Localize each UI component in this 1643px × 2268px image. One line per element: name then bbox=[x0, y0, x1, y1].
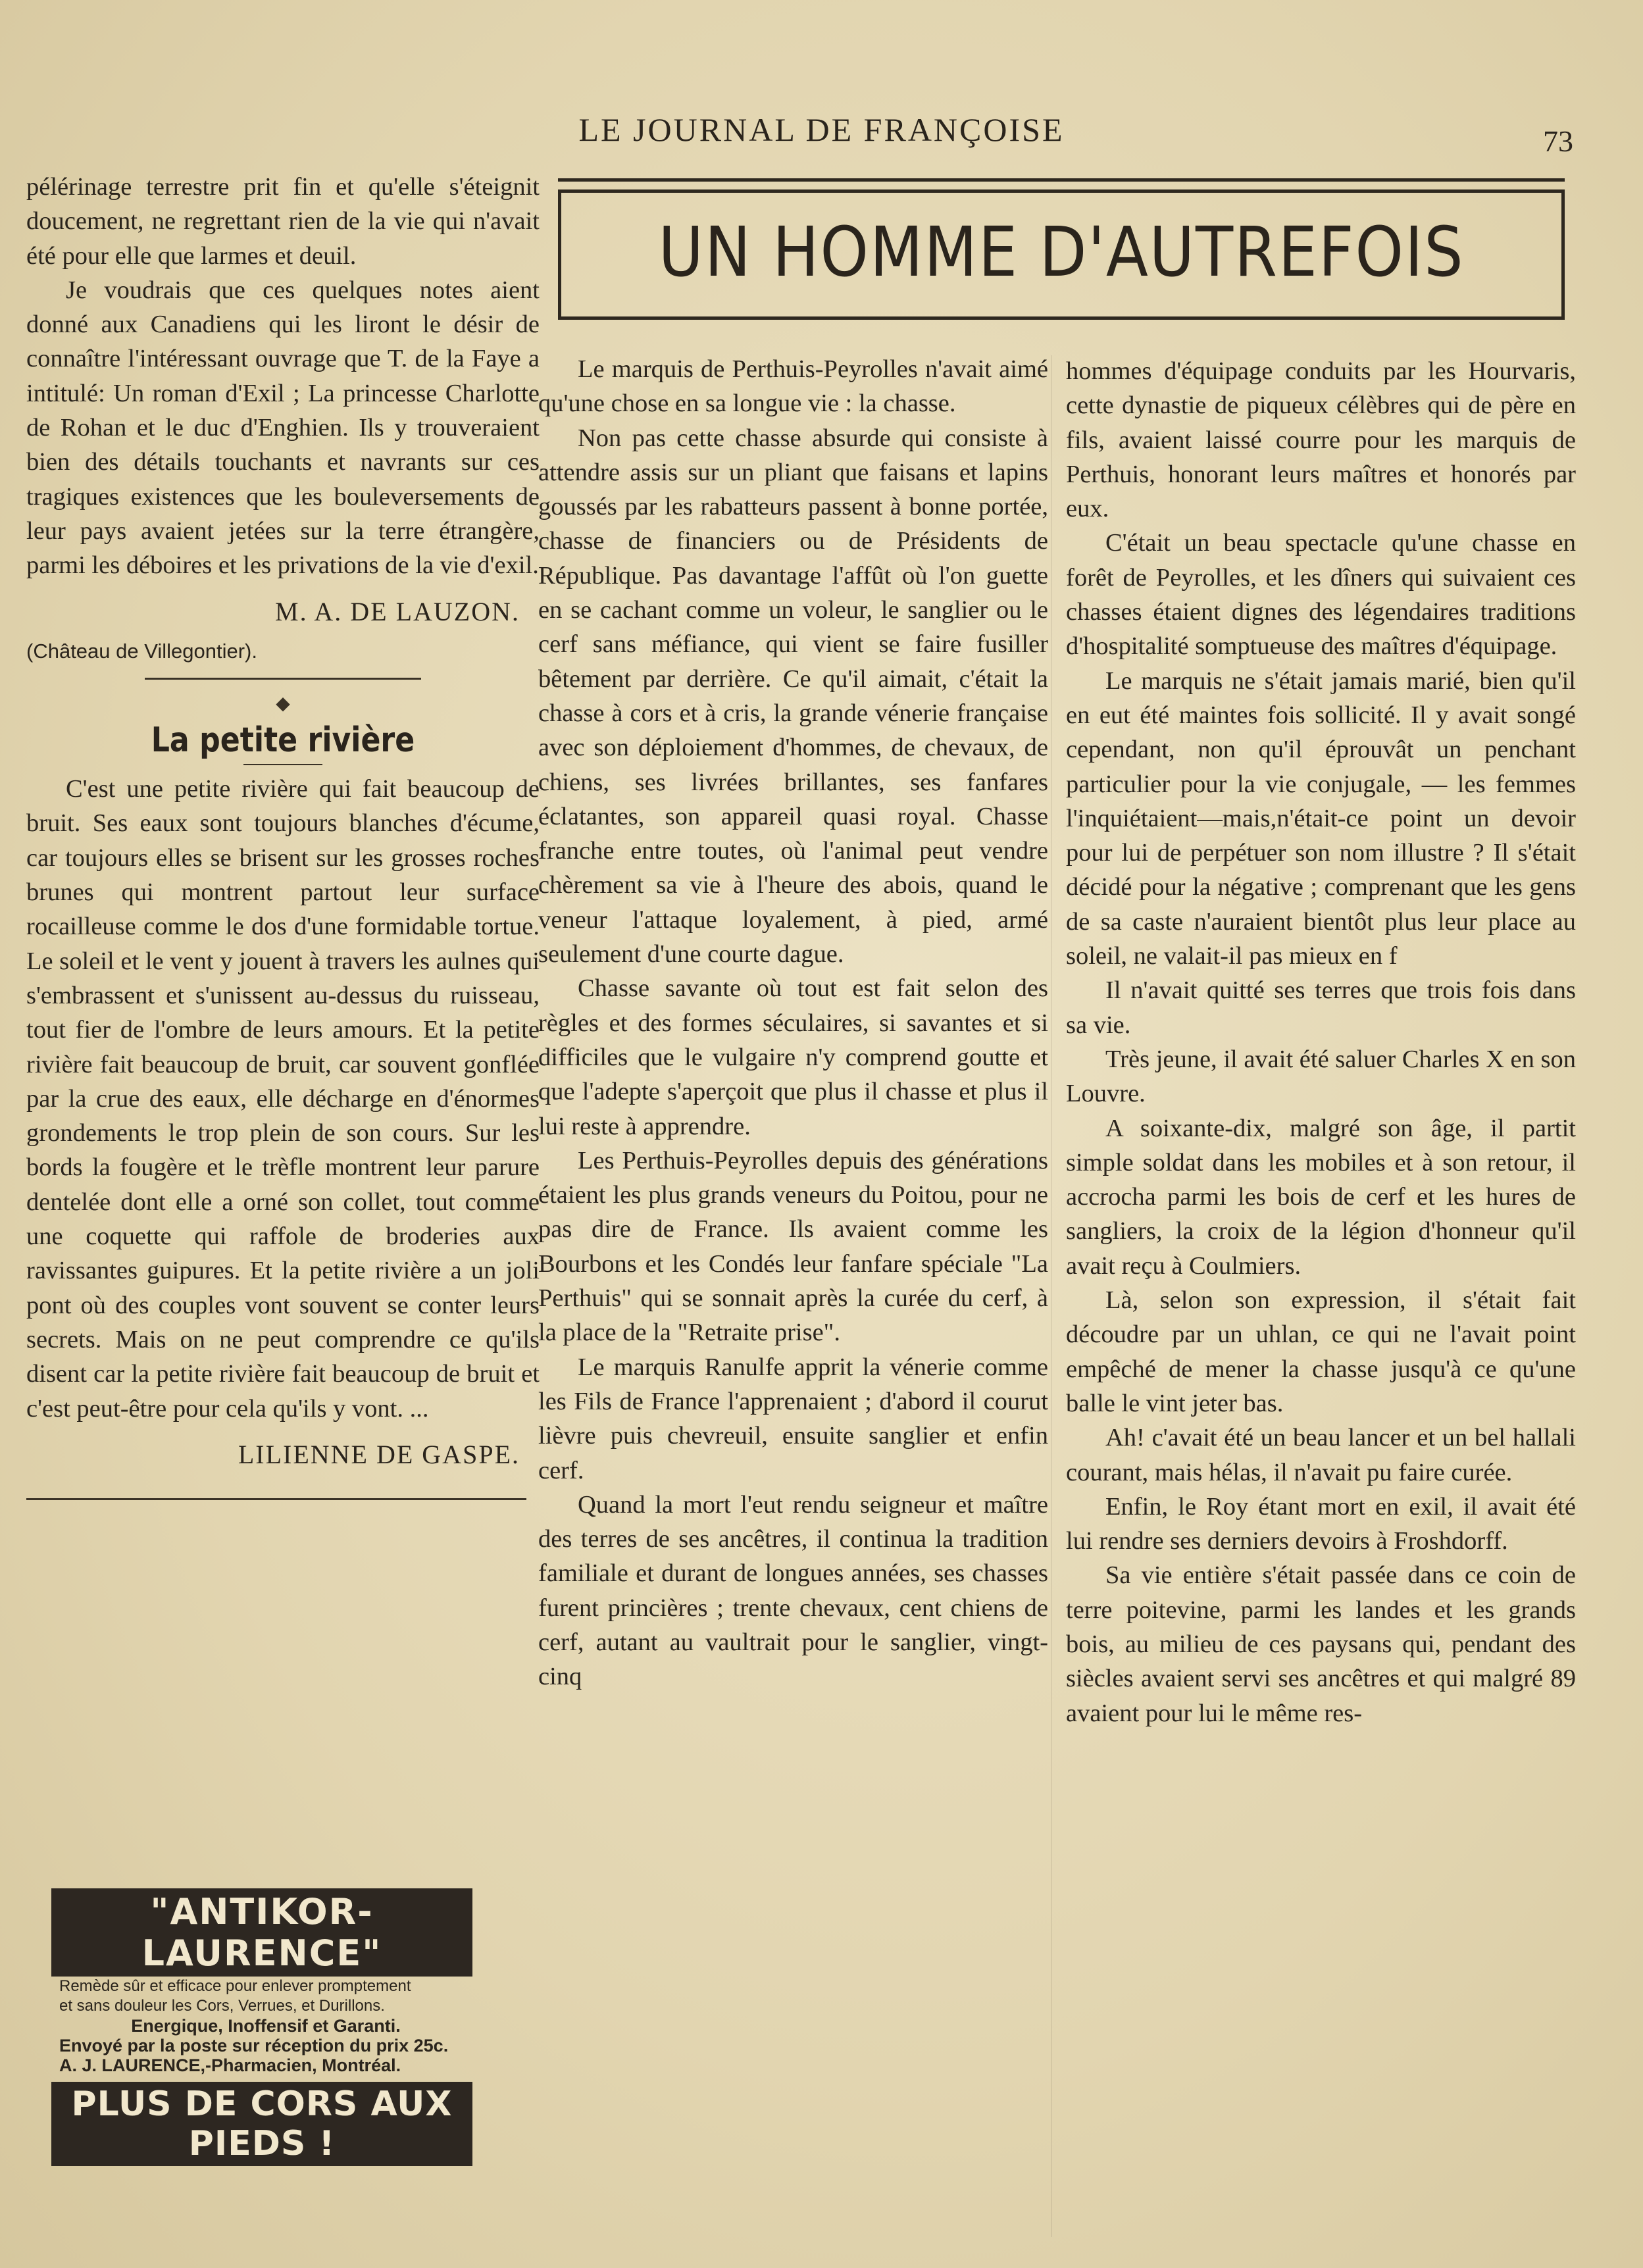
paragraph: Là, selon son expression, il s'était fait découdre par un uhlan, ce qui ne l'avait point empêché de mener la chasse jusqu'à ce qu'une balle le vint jeter bas. bbox=[1066, 1286, 1576, 1417]
signature-place: (Château de Villegontier). bbox=[26, 639, 257, 663]
page-number: 73 bbox=[1543, 124, 1573, 158]
column-divider bbox=[1051, 355, 1052, 2237]
ad-title: "ANTIKOR-LAURENCE" bbox=[51, 1888, 472, 1977]
ad-text: et sans douleur les Cors, Verrues, et Durillons. bbox=[59, 1997, 385, 2015]
ad-text: Remède sûr et efficace pour enlever promptement bbox=[59, 1977, 411, 1995]
divider bbox=[243, 764, 322, 765]
ad-text: A. J. LAURENCE,-Pharmacien, Montréal. bbox=[59, 2055, 401, 2075]
ad-text: Energique, Inoffensif et Garanti. bbox=[131, 2016, 401, 2036]
paragraph: pélérinage terrestre prit fin et qu'elle s'éteignit doucement, ne regrettant rien de la vie qui n'avait été pour elle que larmes et deuil. bbox=[26, 173, 540, 270]
paragraph: Je voudrais que ces quelques notes aient donné aux Canadiens qui les liront le désir de connaître l'intéressant ouvrage que T. de la Faye a intitulé: Un roman d'Exil ; La princesse Charlotte de Rohan et le duc d'Enghien. Ils y trouveraient bien des détails touchants et navrants sur ces tragiques existences que les bouleversements de leur pays avaient jetées sur la terre étrangère, parmi les déboires et les privations de la vie d'exil. bbox=[26, 276, 540, 580]
paragraph: Quand la mort l'eut rendu seigneur et maître des terres de ses ancêtres, il continua la tradition familiale et durant de longues années, ses chasses furent princières ; trente chevaux, cent chiens de cerf, autant au vaultrait pour le sanglier, vingt-cinq bbox=[538, 1490, 1048, 1691]
paragraph: C'est une petite rivière qui fait beaucoup de bruit. Ses eaux sont toujours blanches d'écume, car toujours elles se brisent sur les grosses roches brunes qui montrent partout leur surface rocailleuse comme le dos d'une formidable tortue. Le soleil et le vent y jouent à travers les aulnes qui s'embrassent et s'unissent au-dessus du ruisseau, tout fier de l'ombre de leurs amours. Et la petite rivière fait beaucoup de bruit, car souvent gonflée par la crue des eaux, elle décharge en d'énormes grondements le trop plein de son cours. Sur les bords la fougère et le trèfle montrent leur parure dentelée dont elle a orné son collet, tout comme une coquette qui raffole de broderies aux ravissantes guipures. Et la petite rivière a un joli pont où des couples vont souvent se conter leurs secrets. Mais on ne peut comprendre ce qu'ils disent car la petite rivière fait beaucoup de bruit et c'est peut-être pour cela qu'ils y vont. ... bbox=[26, 775, 540, 1423]
column-middle bbox=[538, 352, 1048, 1694]
divider bbox=[26, 1498, 526, 1500]
paragraph: A soixante-dix, malgré son âge, il partit simple soldat dans les mobiles et à son retour, il accrocha parmi les bois de cerf et les hures de sangliers, la croix de la légion d'honneur qu'il avait reçu à Coulmiers. bbox=[1066, 1114, 1576, 1280]
paragraph: Très jeune, il avait été saluer Charles X en son Louvre. bbox=[1066, 1045, 1576, 1108]
paragraph: hommes d'équipage conduits par les Hourvaris, cette dynastie de piqueux célèbres qui de père en fils, avaient laissé courre pour les marquis de Perthuis, honorant leurs maîtres et honorés par eux. bbox=[1066, 357, 1576, 523]
column-right bbox=[1066, 354, 1576, 1730]
article-title: UN HOMME D'AUTREFOIS bbox=[658, 212, 1465, 292]
paragraph: Le marquis Ranulfe apprit la vénerie comme les Fils de France l'apprenaient ; d'abord il courut lièvre puis chevreuil, ensuite sanglier et enfin cerf. bbox=[538, 1353, 1048, 1484]
paragraph: C'était un beau spectacle qu'une chasse en forêt de Peyrolles, et les dîners qui suivaient ces chasses étaient dignes des légendaires traditions d'hospitalité somptueuse des maîtres d'équipage. bbox=[1066, 529, 1576, 661]
ad-text: Envoyé par la poste sur réception du prix 25c. bbox=[59, 2036, 449, 2055]
paragraph: Non pas cette chasse absurde qui consiste à attendre assis sur un pliant que faisans et lapins goussés par les rabatteurs passent à bonne portée, chasse de financiers ou de Présidents de République. Pas davantage l'affût où l'on guette en se cachant comme un voleur, le sanglier ou le cerf sans méfiance, qui vient se faire fusiller bêtement par derrière. Ce qu'il aimait, c'était la chasse à cors et à cris, la grande vénerie française avec son déploiement d'hommes, de chevaux, de chiens, ses livrées brillantes, ses fanfares éclatantes, son appareil quasi royal. Chasse franche entre toutes, où l'animal peut vendre chèrement sa vie à l'heure des abois, quand le veneur l'attaque loyalement, à pied, armé seulement d'une courte dague. bbox=[538, 424, 1048, 969]
divider bbox=[145, 678, 421, 680]
paragraph: Chasse savante où tout est fait selon des règles et des formes séculaires, si savantes et si difficiles que le vulgaire n'y comprend goutte et que l'adepte s'aperçoit que plus il chasse et plus il lui reste à apprendre. bbox=[538, 974, 1048, 1140]
paragraph: Les Perthuis-Peyrolles depuis des générations étaient les plus grands veneurs du Poitou, pour ne pas dire de France. Ils avaient comme les Bourbons et les Condés leur fanfare spéciale "La Perthuis" qui se sonnait après la curée du cerf, à la place de la "Retraite prise". bbox=[538, 1146, 1048, 1347]
paragraph: Ah! c'avait été un beau lancer et un bel hallali courant, mais hélas, il n'avait pu faire curée. bbox=[1066, 1424, 1576, 1486]
paragraph: Il n'avait quitté ses terres que trois fois dans sa vie. bbox=[1066, 976, 1576, 1039]
article-title-box bbox=[558, 189, 1565, 320]
advertisement bbox=[51, 1888, 472, 2163]
signature: LILIENNE DE GASPE. bbox=[238, 1439, 520, 1469]
paragraph: Le marquis de Perthuis-Peyrolles n'avait aimé qu'une chose en sa longue vie : la chasse. bbox=[538, 355, 1048, 418]
paragraph: Le marquis ne s'était jamais marié, bien qu'il en eut été maintes fois sollicité. Il y avait songé cependant, non qu'il éprouvât un penchant particulier pour la vie conjugale, — les femmes l'inquiétaient—mais,n'était-ce point un devoir pour lui de perpétuer son nom illustre ? Il s'était décidé pour la négative ; comprenant que les gens de sa caste n'auraient bientôt plus leur place au soleil, ne valait-il pas mieux en f bbox=[1066, 667, 1576, 970]
paragraph: Sa vie entière s'était passée dans ce coin de terre poitevine, parmi les landes et les grands bois, au milieu de ces paysans qui, pendant des siècles avaient servi ses ancêtres et qui malgré 89 avaient pour lui le même res- bbox=[1066, 1561, 1576, 1727]
signature: M. A. DE LAUZON. bbox=[275, 596, 520, 626]
paragraph: Enfin, le Roy étant mort en exil, il avait été lui rendre ses derniers devoirs à Froshdorff. bbox=[1066, 1492, 1576, 1555]
section-title: La petite rivière bbox=[151, 720, 415, 761]
running-head: LE JOURNAL DE FRANÇOISE bbox=[578, 111, 1065, 148]
column-left bbox=[26, 170, 540, 1500]
ad-slogan: PLUS DE CORS AUX PIEDS ! bbox=[51, 2082, 472, 2166]
diamond-ornament-icon: ◆ bbox=[276, 693, 290, 715]
